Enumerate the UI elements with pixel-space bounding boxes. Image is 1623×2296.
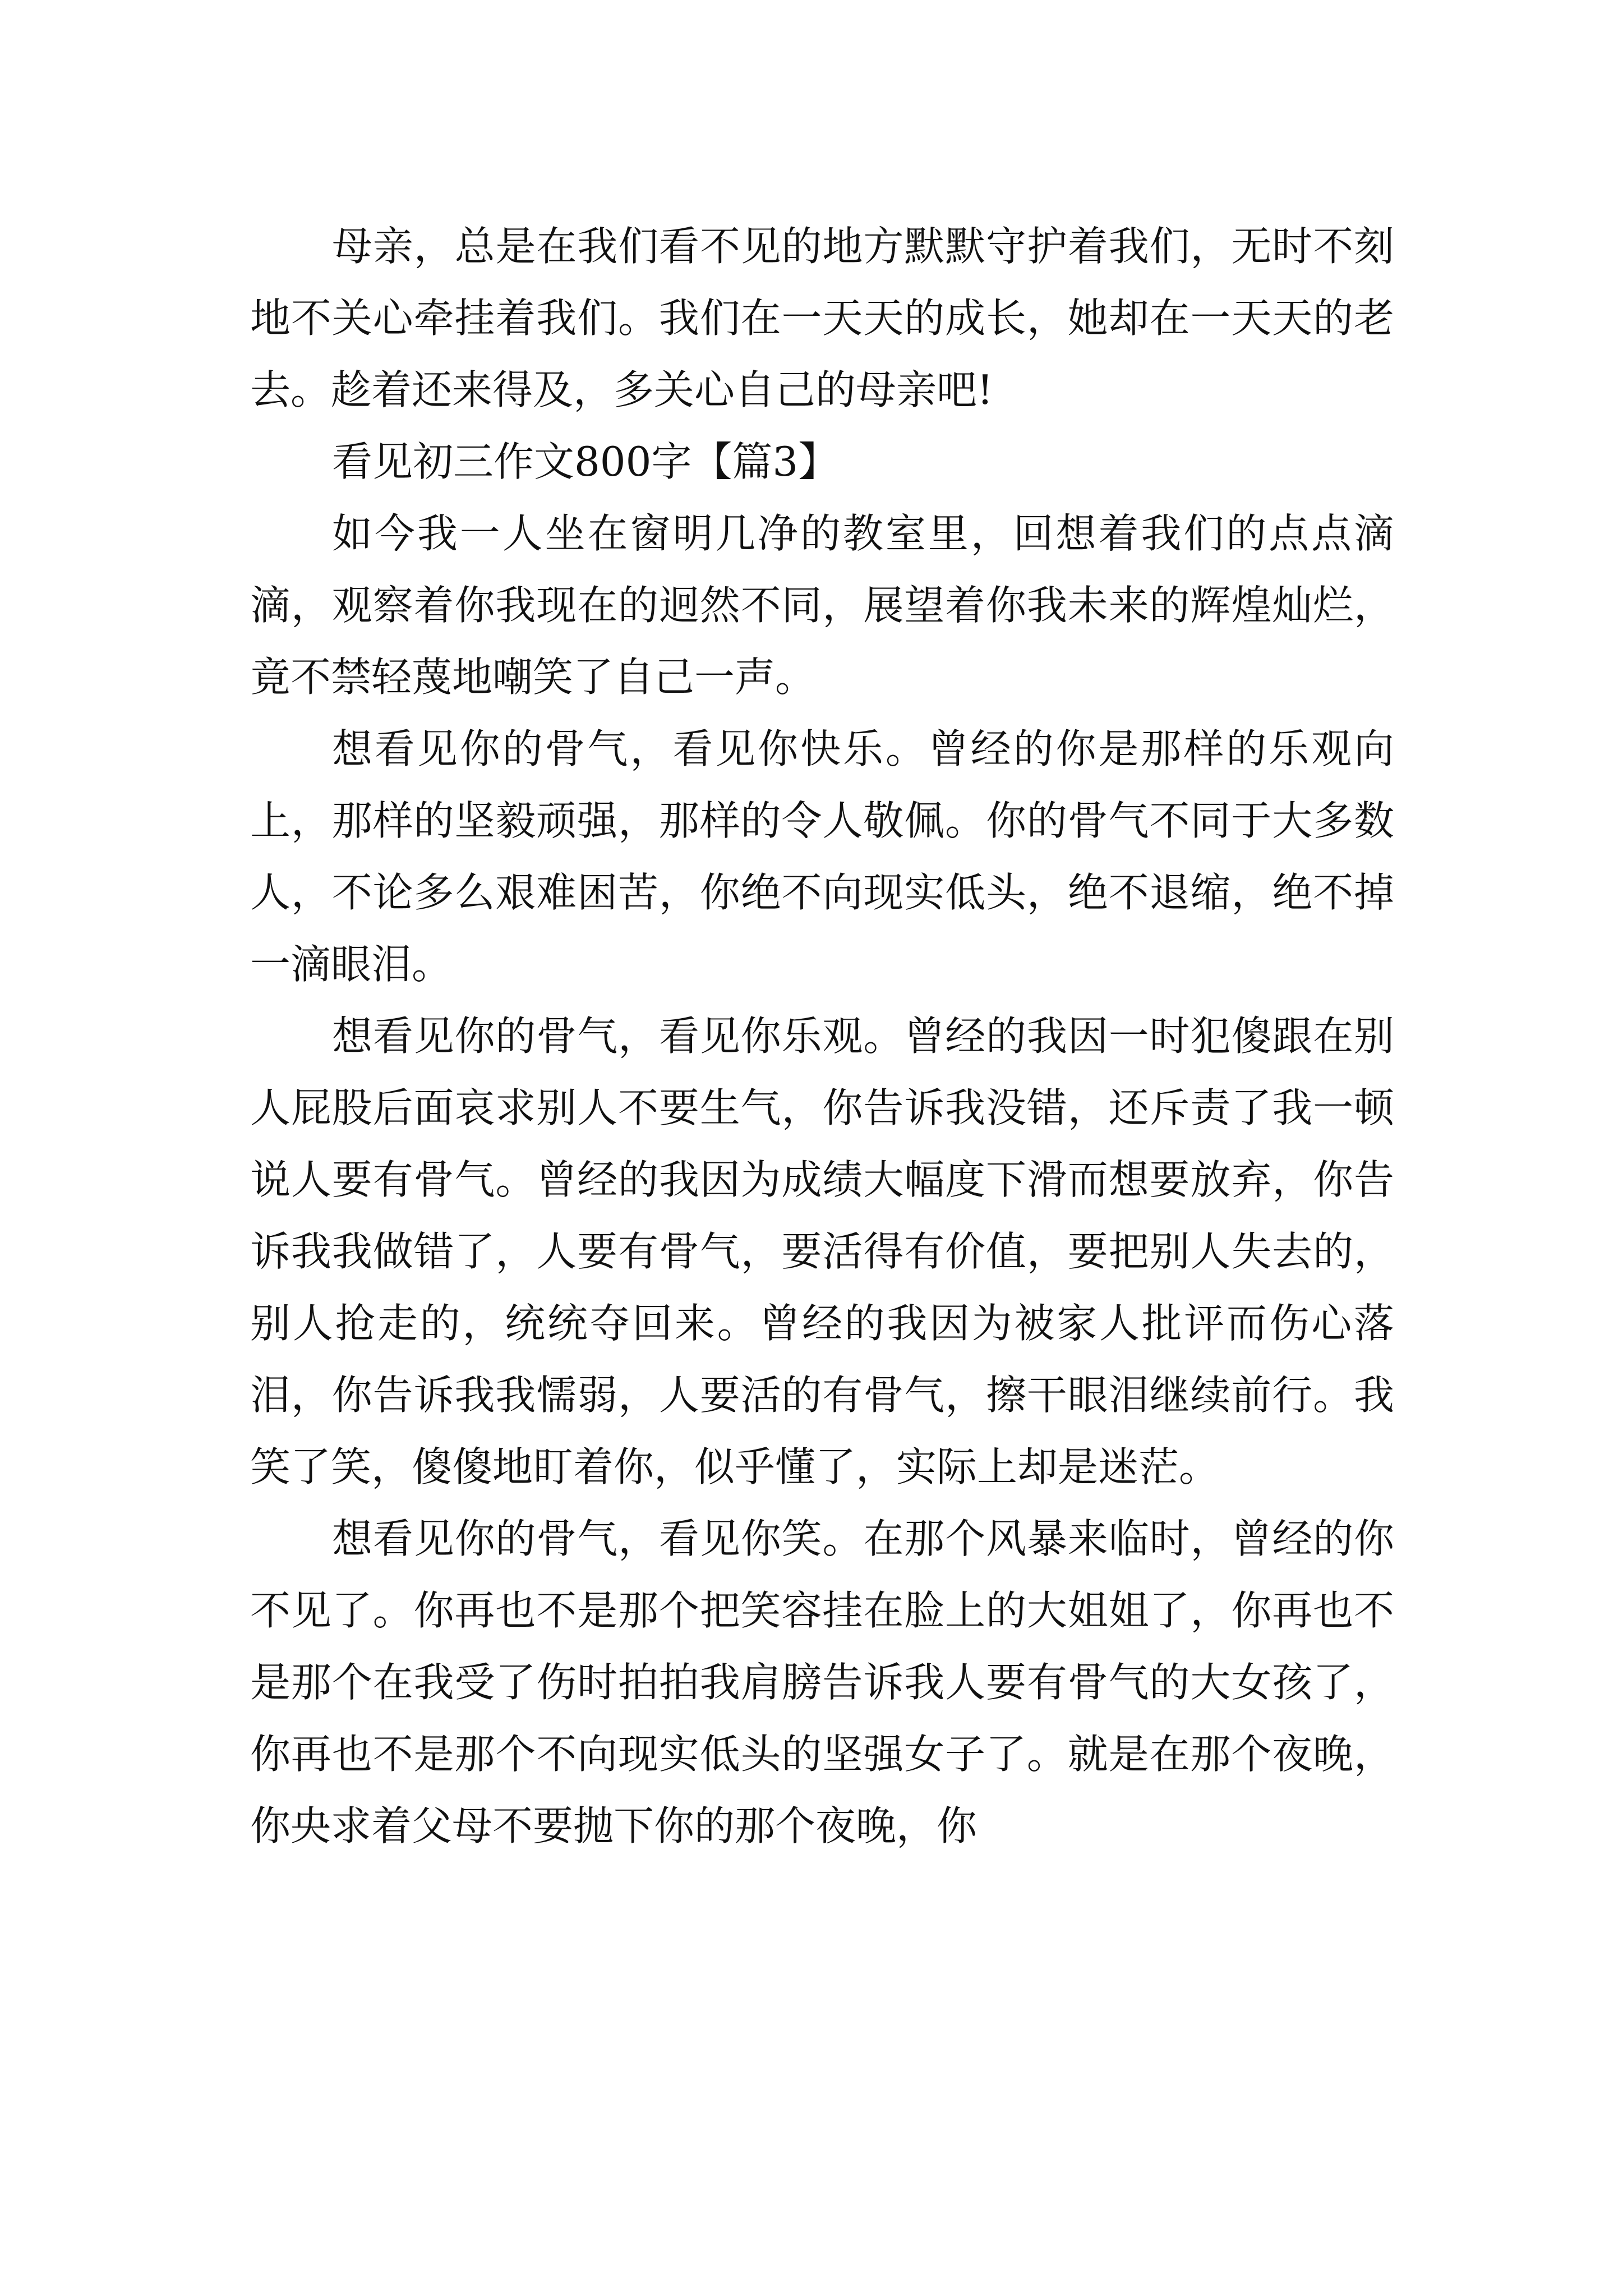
essay-body	[250, 210, 1394, 1862]
paragraph-mother: 母亲，总是在我们看不见的地方默默守护着我们，无时不刻地不关心牵挂着我们。我们在一天天的成长，她却在一天天的老去。趁着还来得及，多关心自己的母亲吧!	[250, 223, 1394, 413]
paragraph-optimistic: 想看见你的骨气，看见你乐观。曾经的我因一时犯傻跟在别人屁股后面哀求别人不要生气，你告诉我没错，还斥责了我一顿说人要有骨气。曾经的我因为成绩大幅度下滑而想要放弃，你告诉我我做错了，人要有骨气，要活得有价值，要把别人失去的，别人抢走的，统统夺回来。曾经的我因为被家人批评而伤心落泪，你告诉我我懦弱，人要活的有骨气，擦干眼泪继续前行。我笑了笑，傻傻地盯着你，似乎懂了，实际上却是迷茫。	[250, 1013, 1394, 1490]
paragraph-classroom: 如今我一人坐在窗明几净的教室里，回想着我们的点点滴滴，观察着你我现在的迥然不同，展望着你我未来的辉煌灿烂，竟不禁轻蔑地嘲笑了自己一声。	[250, 510, 1394, 701]
paragraph-happy: 想看见你的骨气，看见你快乐。曾经的你是那样的乐观向上，那样的坚毅顽强，那样的令人敬佩。你的骨气不同于大多数人，不论多么艰难困苦，你绝不向现实低头，绝不退缩，绝不掉一滴眼泪。	[250, 725, 1394, 988]
essay-heading: 看见初三作文800字【篇3】	[332, 438, 839, 485]
paragraph-smile: 想看见你的骨气，看见你笑。在那个风暴来临时，曾经的你不见了。你再也不是那个把笑容挂在脸上的大姐姐了，你再也不是那个在我受了伤时拍拍我肩膀告诉我人要有骨气的大女孩了，你再也不是那个不向现实低头的坚强女子了。就是在那个夜晚，你央求着父母不要抛下你的那个夜晚，你	[250, 1515, 1394, 1849]
